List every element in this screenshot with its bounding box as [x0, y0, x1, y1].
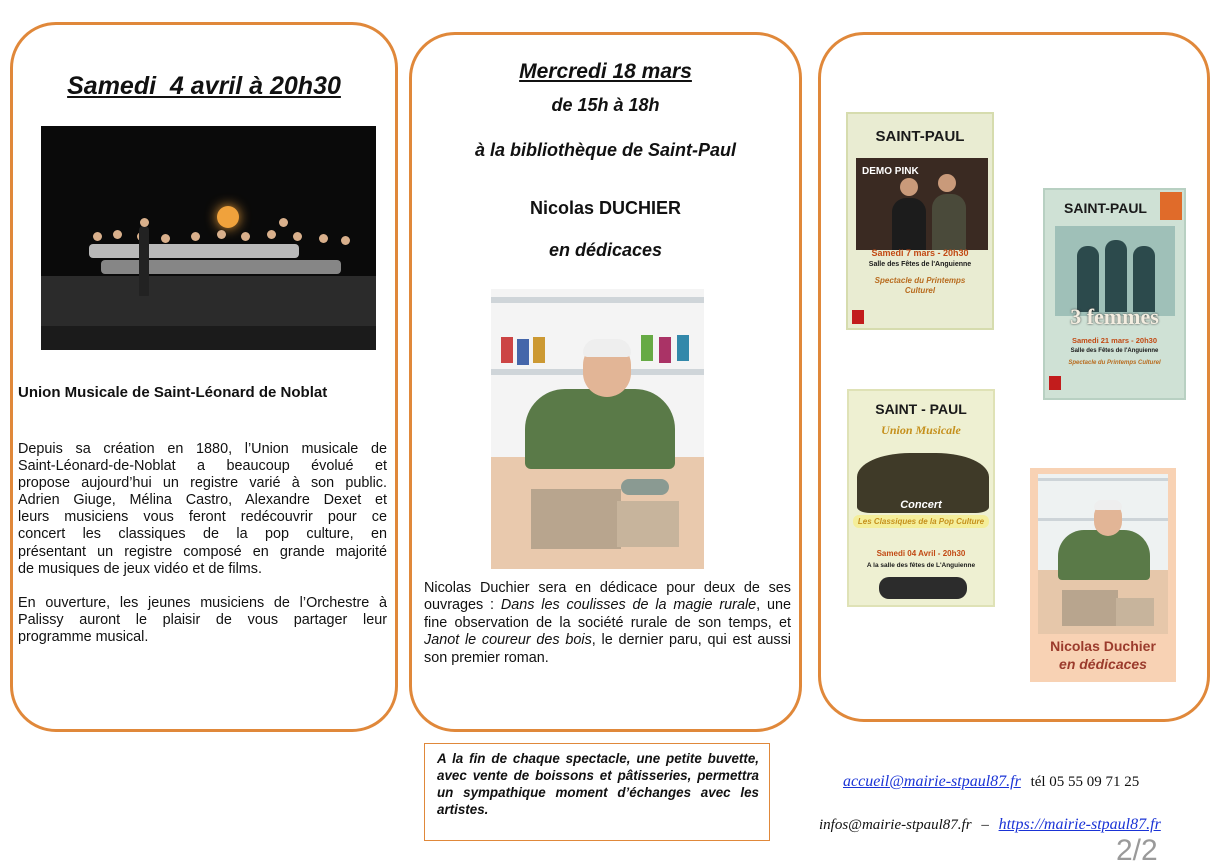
signing-place: à la bibliothèque de Saint-Paul: [474, 140, 737, 160]
dash-separator: –: [981, 817, 989, 833]
concert-photo: [41, 126, 376, 350]
poster-nicolas-duchier: Nicolas Duchier en dédicaces: [1030, 468, 1176, 682]
signing-time: de 15h à 18h: [551, 95, 660, 115]
website-link[interactable]: https://mairie-stpaul87.fr: [998, 816, 1161, 833]
phone-number: tél 05 55 09 71 25: [1030, 774, 1140, 790]
author-name: Nicolas DUCHIER: [529, 198, 682, 218]
email-link[interactable]: accueil@mairie-stpaul87.fr: [843, 773, 1021, 790]
signing-date: Mercredi 18 mars: [519, 60, 692, 83]
poster-demo-pink: SAINT-PAUL DEMO PINK Samedi 7 mars - 20h30 Salle des Fêtes de l'Anguienne Spectacle du Printemps Culturel: [846, 112, 994, 330]
website-line: [819, 816, 1161, 834]
signing-description: Nicolas Duchier sera en dédicace pour deux de ses ouvrages : Dans les coulisses de la magie rurale, une fine observation de la société rurale de son temps, et Janot le coureur des bois, le dernier paru, qui est aussi son premier roman.: [424, 580, 791, 666]
buvette-notice: A la fin de chaque spectacle, une petite buvette, avec vente de boissons et pâtisseries, permettra un sympathique moment d’échanges avec les artistes.: [424, 743, 770, 841]
info-email: infos@mairie-stpaul87.fr: [819, 817, 972, 833]
concert-group-title: Union Musicale de Saint-Léonard de Noblat: [18, 384, 328, 401]
page-number: 2/2: [1116, 834, 1158, 867]
author-photo: [491, 289, 704, 569]
poster-union-musicale: SAINT - PAUL Union Musicale Concert Les Classiques de la Pop Culture Samedi 04 Avril - 20h30 A la salle des fêtes de L'Anguienne: [847, 389, 995, 607]
concert-date: Samedi 4 avril à 20h30: [67, 72, 341, 100]
signing-event: en dédicaces: [548, 240, 663, 260]
concert-description: Depuis sa création en 1880, l’Union musicale de Saint-Léonard-de-Noblat a beaucoup évolué et propose aujourd’hui un registre varié à son public. Adrien Giuge, Mélina Castro, Alexandre Dexet et leurs musiciens vous feront redécouvrir pour ce concert les classiques de la pop culture, en présentant un registre composé en grande majorité de musiques de jeux vidéo et de films. En ouverture, les jeunes musiciens de l’Orchestre à Palissy auront le plaisir de vous partager leur programme musical.: [18, 441, 387, 645]
poster-3-femmes: SAINT-PAUL 3 femmes Samedi 21 mars - 20h30 Salle des Fêtes de l'Anguienne Spectacle du Printemps Culturel: [1043, 188, 1186, 400]
contact-line: [843, 773, 1139, 791]
